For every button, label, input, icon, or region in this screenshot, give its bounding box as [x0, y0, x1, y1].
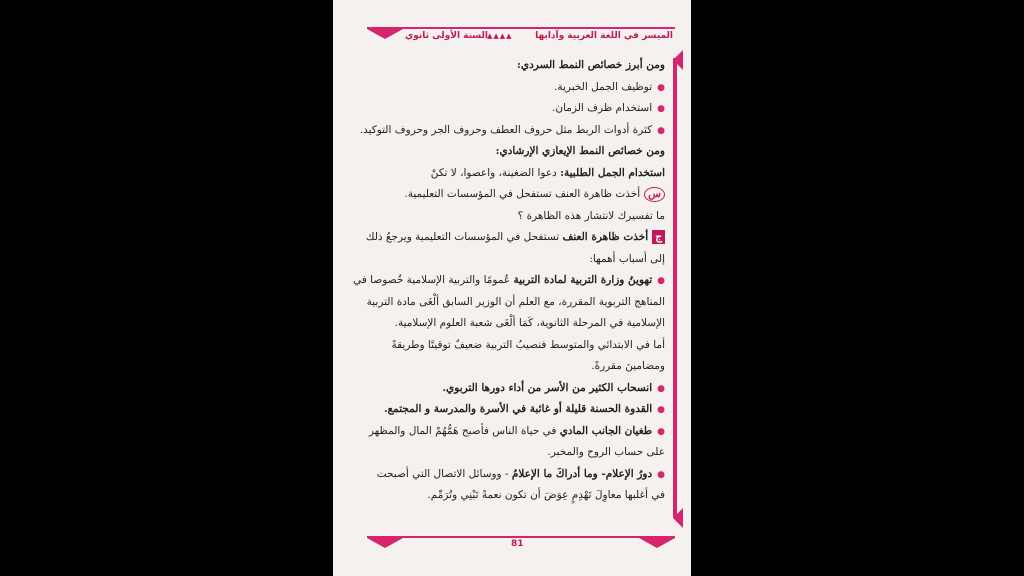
- answer-marker: ج: [652, 230, 665, 244]
- list-item: ●طغيان الجانب المادي في حياة الناس فأصبح هَمُّهُمْ المال والمظهر: [368, 424, 665, 437]
- page-body: [347, 55, 665, 507]
- book-title: الميسر في اللغة العربية وآدابها: [535, 31, 673, 41]
- margin-ornament-top: [673, 50, 683, 70]
- list-item: ●استخدام ظرف الزمان.: [552, 102, 665, 114]
- grade-label: السنة الأولى ثانوي: [405, 31, 488, 41]
- list-item: ●توظيف الجمل الخبرية.: [554, 80, 665, 93]
- bullet-icon: ●: [657, 405, 665, 415]
- text-line: ومضامينَ مقررةً.: [591, 360, 665, 372]
- bullet-icon: ●: [657, 426, 665, 437]
- bullet-icon: ●: [657, 276, 665, 286]
- header-dots-ornament: ▲▲▲▲: [487, 32, 513, 40]
- text-line: استخدام الجمل الطلبية: دعوا الضغينة، واعصوا، لا تكنْ: [430, 166, 665, 179]
- list-item: ●دورُ الإعلام- وما أدراكَ ما الإعلامُ - ووسائل الاتصال التي أصبحت: [376, 467, 665, 480]
- text-line: على حساب الروح والمخبر.: [547, 446, 665, 458]
- footer-ornament-left: [367, 538, 403, 548]
- list-item: ●تهوينُ وزارة التربية لمادة التربية عُمومًا والتربية الإسلامية خُصوصا في: [353, 274, 665, 286]
- question-line: ما تفسيرك لانتشار هذه الظاهرة ؟: [517, 209, 665, 222]
- bullet-icon: ●: [657, 104, 665, 114]
- list-item: ●انسحاب الكثير من الأسر من أداء دورها التربوي.: [442, 381, 665, 394]
- bullet-icon: ●: [657, 469, 665, 480]
- footer-ornament-right: [639, 538, 675, 548]
- bullet-icon: ●: [657, 383, 665, 394]
- page-header: [367, 22, 675, 42]
- answer-line: جأخذت ظاهرة العنف تستفحل في المؤسسات التعليمية ويرجعُ ذلك: [347, 227, 665, 249]
- margin-rule: [673, 58, 677, 518]
- text-line: في أغلبها معاوِلَ تَهْدِمٍ عِوَضَ أن تكون نعمةً تَبْنِي وتُرَمِّم.: [427, 489, 665, 501]
- text-line: المناهج التربوية المقررة، مع العلم أن الوزير السابق ألْغَى مادة التربية: [366, 295, 665, 308]
- section-heading: ومن خصائص النمط الإيعازي الإرشادي:: [495, 145, 665, 157]
- list-item: ●كثرة أدوات الربط مثل حروف العطف وحروف الجر وحروف التوكيد.: [359, 123, 665, 136]
- bullet-icon: ●: [657, 82, 665, 93]
- book-page: [333, 0, 691, 576]
- text-line: إلى أسباب أهمها:: [589, 252, 665, 265]
- text-line: أما في الابتدائي والمتوسط فنصيبُ التربية ضعيفٌ توقيتًا وطريقةً: [391, 338, 665, 351]
- bullet-icon: ●: [657, 125, 665, 136]
- text-line: الإسلامية في المرحلة الثانوية، كَمَا ألْغَى شعبة العلوم الإسلامية.: [394, 317, 665, 329]
- page-number: 81: [511, 539, 524, 549]
- header-rule: [367, 27, 675, 29]
- header-ornament: [367, 29, 403, 39]
- page-footer: [367, 530, 675, 550]
- list-item: ●القدوة الحسنة قليلة أو غائبة في الأسرة والمدرسة و المجتمع.: [383, 403, 665, 415]
- question-marker: س: [644, 187, 665, 202]
- margin-ornament-bottom: [673, 508, 683, 528]
- footer-rule: [367, 536, 675, 538]
- section-heading: ومن أبرز خصائص النمط السردي:: [517, 59, 665, 71]
- question-line: سأخذت ظاهرة العنف تستفحل في المؤسسات التعليمية.: [347, 184, 665, 206]
